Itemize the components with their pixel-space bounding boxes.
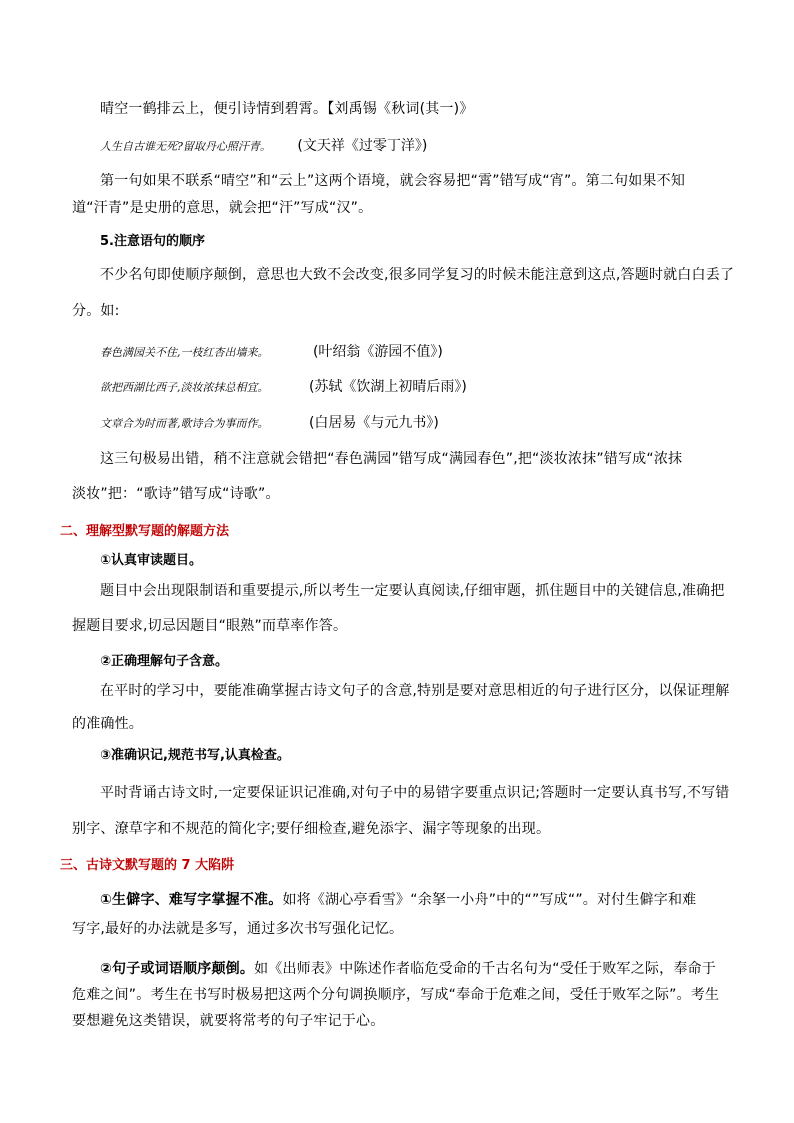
quote-line [100,341,443,361]
paragraph-line [100,782,729,802]
method-subheading [100,549,202,568]
trap-lead: ②句子或词语顺序颠倒。 [100,961,255,977]
quote-text: 春色满园关不住,一枝红杏出墙来。 [100,346,269,359]
quote-text: 人生自古谁无死?留取丹心照汗青。 [100,140,271,153]
paragraph-text: 分。如: [72,303,120,319]
quote-text: 欲把西湖比西子,淡妆浓抹总相宜。 [100,381,269,394]
method-subheading [100,744,290,763]
paragraph-text: 写字,最好的办法就是多写，通过多次书写强化记忆。 [72,921,404,937]
trap-lead: ①生僻字、难写字掌握不准。 [100,892,283,908]
paragraph-line [100,680,729,700]
section-subheading [100,230,205,249]
paragraph-text: 如将《湖心亭看雪》“余拏一小舟”中的“”写成“”。对付生僻字和难 [282,892,697,908]
subheading-text: ③准确识记,规范书写,认真检查。 [100,748,290,763]
paragraph-text: 握题目要求,切忌因题目“眼熟”而草率作答。 [72,618,348,634]
heading-text: 二、理解型默写题的解题方法 [60,524,230,539]
paragraph-text: 不少名句即使顺序颠倒，意思也大致不会改变,很多同学复习的时候未能注意到这点,答题时就白白丢了 [100,267,735,283]
paragraph-text: 的准确性。 [72,716,143,732]
paragraph-line [72,300,120,320]
paragraph-text: 在平时的学习中，要能准确掌握古诗文句子的含意,特别是要对意思相近的句子进行区分，以保证理解 [100,683,730,699]
paragraph-line [100,170,685,190]
poem-text: 晴空一鹤排云上，便引诗情到碧霄。【刘禹锡《秋词(其一)》 [100,101,474,117]
section-heading [60,854,234,873]
paragraph-line [72,818,550,838]
paragraph-text: 要想避免这类错误，就要将常考的句子牢记于心。 [72,1013,385,1029]
paragraph-text: 如《出师表》中陈述作者临危受命的千古名句为“受任于败军之际，奉命于 [254,961,716,977]
paragraph-line [72,1010,384,1030]
paragraph-line [72,615,347,635]
quote-line [100,412,439,432]
quote-source: (白居易《与元九书》) [308,415,439,431]
quote-line [100,135,427,155]
heading-text: 三、古诗文默写题的 7 大陷阱 [60,858,235,873]
quote-text: 文章合为时而著,歌诗合为事而作。 [100,417,269,430]
paragraph-text: 道“汗青”是史册的意思，就会把“汗”写成“汉”。 [72,200,373,216]
paragraph-line [100,448,682,468]
paragraph-line [100,889,696,909]
paragraph-text: 第一句如果不联系“晴空”和“云上”这两个语境，就会容易把“霄”错写成“宵”。第二句如果不知 [100,173,686,189]
method-subheading [100,650,228,669]
quote-source: (叶绍翁《游园不值》) [312,344,443,360]
poem-line [100,98,474,118]
paragraph-line [100,580,725,600]
paragraph-text: 淡妆”把：“歌诗”错写成“诗歌”。 [72,486,280,502]
subheading-text: 5.注意语句的顺序 [100,234,205,249]
paragraph-text: 题目中会出现限制语和重要提示,所以考生一定要认真阅读,仔细审题，抓住题目中的关键信息,准确把 [100,583,725,599]
section-heading [60,520,229,539]
paragraph-line [100,264,734,284]
paragraph-text: 别字、潦草字和不规范的简化字;要仔细检查,避免添字、漏字等现象的出现。 [72,821,551,837]
quote-source: (苏轼《饮湖上初晴后雨》) [308,379,467,395]
paragraph-line [100,958,716,978]
paragraph-line [72,483,280,503]
paragraph-text: 平时背诵古诗文时,一定要保证识记准确,对句子中的易错字要重点识记;答题时一定要认真书写,不写错 [100,785,730,801]
paragraph-text: 这三句极易出错，稍不注意就会错把“春色满园”错写成“满园春色”,把“淡妆浓抹”错写成“浓抹 [100,451,683,467]
quote-source: (文天祥《过零丁洋》) [297,138,428,154]
quote-line [100,376,467,396]
paragraph-line [72,197,372,217]
paragraph-line [72,918,403,938]
paragraph-line [72,713,143,733]
subheading-text: ①认真审读题目。 [100,553,203,568]
paragraph-text: 危难之间”。考生在书写时极易把这两个分句调换顺序，写成“奉命于危难之间，受任于败军之际”。考生 [72,987,720,1003]
subheading-text: ②正确理解句子含意。 [100,654,229,669]
paragraph-line [72,984,719,1004]
